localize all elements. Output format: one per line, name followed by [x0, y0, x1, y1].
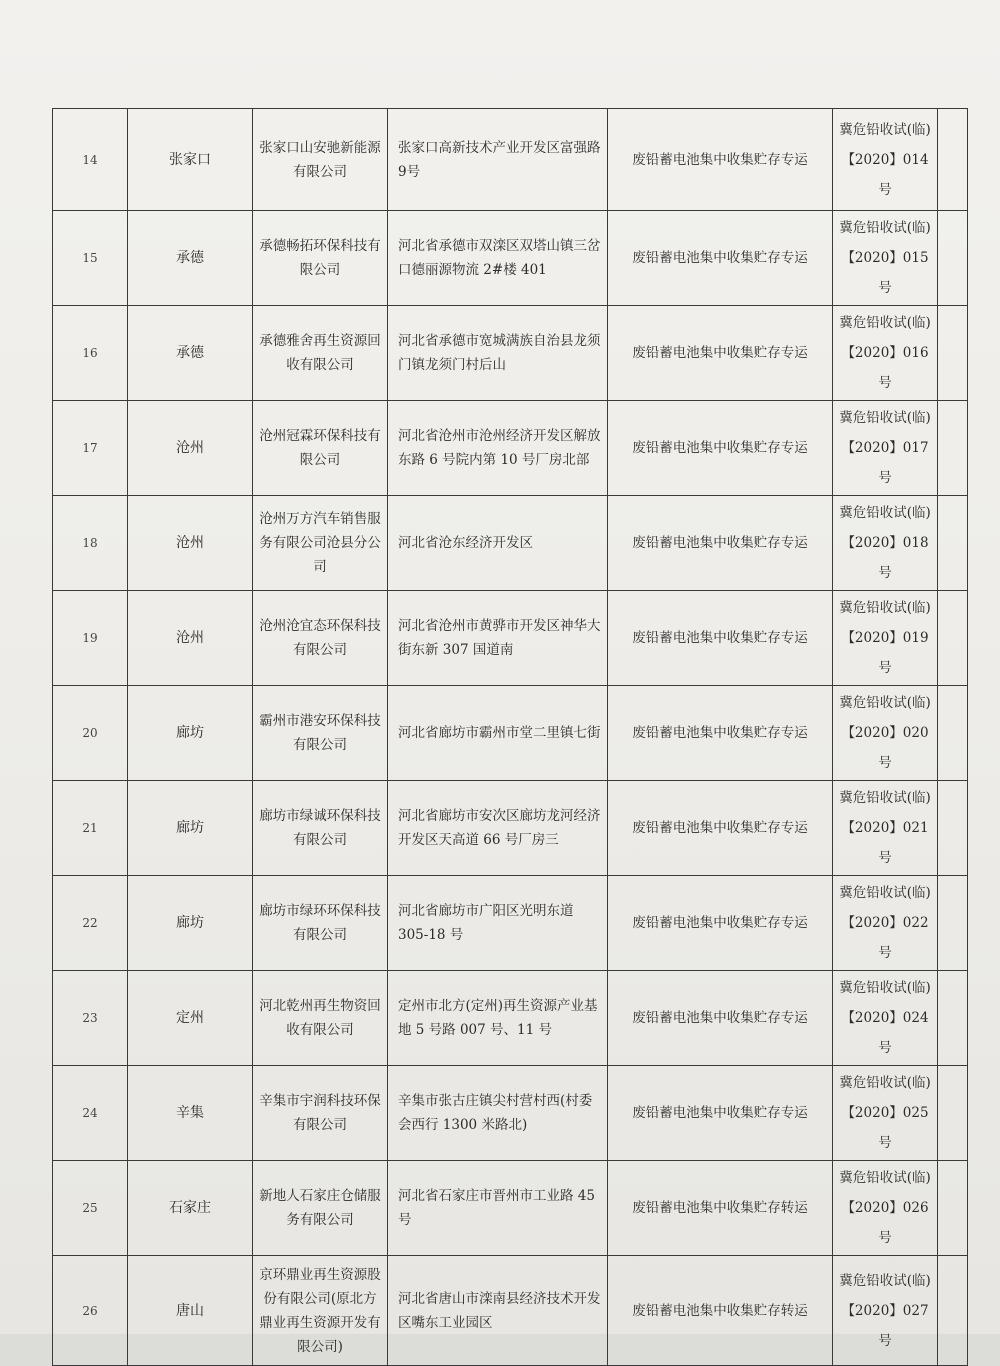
row-company: 张家口山安驰新能源有限公司 — [253, 109, 388, 211]
row-permit — [833, 401, 938, 496]
row-address: 河北省沧东经济开发区 — [388, 496, 608, 591]
permit-line-2: 【2020】016 号 — [841, 345, 929, 391]
permit-line-2: 【2020】015 号 — [841, 250, 929, 296]
row-remark — [938, 971, 968, 1066]
row-remark — [938, 686, 968, 781]
row-address: 河北省沧州市黄骅市开发区神华大街东新 307 国道南 — [388, 591, 608, 686]
row-company: 承德畅拓环保科技有限公司 — [253, 211, 388, 306]
row-city: 沧州 — [128, 496, 253, 591]
table-row — [53, 971, 968, 1066]
row-number: 26 — [53, 1256, 128, 1366]
row-remark — [938, 1066, 968, 1161]
row-city: 沧州 — [128, 591, 253, 686]
row-company: 廊坊市绿环环保科技有限公司 — [253, 876, 388, 971]
row-remark — [938, 496, 968, 591]
row-address: 河北省廊坊市安次区廊坊龙河经济开发区天高道 66 号厂房三 — [388, 781, 608, 876]
permit-line-1: 冀危铅收试(临) — [839, 885, 931, 901]
row-scope: 废铅蓄电池集中收集贮存转运 — [608, 1256, 833, 1366]
row-city: 辛集 — [128, 1066, 253, 1161]
row-address: 辛集市张古庄镇尖村营村西(村委会西行 1300 米路北) — [388, 1066, 608, 1161]
row-company: 霸州市港安环保科技有限公司 — [253, 686, 388, 781]
row-city: 张家口 — [128, 109, 253, 211]
row-permit — [833, 781, 938, 876]
row-permit — [833, 1066, 938, 1161]
table-row — [53, 686, 968, 781]
permit-line-2: 【2020】024 号 — [841, 1010, 929, 1056]
row-address: 河北省石家庄市晋州市工业路 45 号 — [388, 1161, 608, 1256]
permit-line-1: 冀危铅收试(临) — [839, 1075, 931, 1091]
row-address: 河北省唐山市滦南县经济技术开发区嘴东工业园区 — [388, 1256, 608, 1366]
row-city: 石家庄 — [128, 1161, 253, 1256]
permit-line-2: 【2020】020 号 — [841, 725, 929, 771]
permit-line-1: 冀危铅收试(临) — [839, 600, 931, 616]
row-remark — [938, 306, 968, 401]
permit-line-1: 冀危铅收试(临) — [839, 121, 931, 138]
row-permit — [833, 971, 938, 1066]
row-scope: 废铅蓄电池集中收集贮存专运 — [608, 306, 833, 401]
row-city: 定州 — [128, 971, 253, 1066]
row-remark — [938, 591, 968, 686]
row-address: 河北省廊坊市霸州市堂二里镇七街 — [388, 686, 608, 781]
row-scope: 废铅蓄电池集中收集贮存专运 — [608, 686, 833, 781]
row-scope: 废铅蓄电池集中收集贮存专运 — [608, 401, 833, 496]
row-permit — [833, 109, 938, 211]
row-remark — [938, 781, 968, 876]
permit-line-1: 冀危铅收试(临) — [839, 1170, 931, 1186]
row-scope: 废铅蓄电池集中收集贮存专运 — [608, 496, 833, 591]
permit-line-2: 【2020】026 号 — [841, 1200, 929, 1246]
row-remark — [938, 876, 968, 971]
row-remark — [938, 401, 968, 496]
table-row — [53, 1256, 968, 1366]
row-company: 新地人石家庄仓储服务有限公司 — [253, 1161, 388, 1256]
table-row — [53, 306, 968, 401]
row-city: 承德 — [128, 306, 253, 401]
row-scope: 废铅蓄电池集中收集贮存专运 — [608, 781, 833, 876]
row-scope: 废铅蓄电池集中收集贮存专运 — [608, 211, 833, 306]
permit-table — [52, 108, 968, 1366]
row-address: 张家口高新技术产业开发区富强路9号 — [388, 109, 608, 211]
row-permit — [833, 591, 938, 686]
row-number: 22 — [53, 876, 128, 971]
row-address: 定州市北方(定州)再生资源产业基地 5 号路 007 号、11 号 — [388, 971, 608, 1066]
row-remark — [938, 211, 968, 306]
permit-line-2: 【2020】021 号 — [841, 820, 929, 866]
row-address: 河北省承德市宽城满族自治县龙须门镇龙须门村后山 — [388, 306, 608, 401]
row-city: 廊坊 — [128, 686, 253, 781]
row-company: 承德雅舍再生资源回收有限公司 — [253, 306, 388, 401]
permit-line-2: 【2020】022 号 — [841, 915, 929, 961]
permit-line-2: 【2020】017 号 — [841, 440, 929, 486]
row-scope: 废铅蓄电池集中收集贮存专运 — [608, 876, 833, 971]
permit-line-1: 冀危铅收试(临) — [839, 220, 931, 236]
row-scope: 废铅蓄电池集中收集贮存转运 — [608, 1161, 833, 1256]
row-remark — [938, 109, 968, 211]
row-number: 18 — [53, 496, 128, 591]
row-permit — [833, 496, 938, 591]
row-company: 沧州冠霖环保科技有限公司 — [253, 401, 388, 496]
table-row — [53, 591, 968, 686]
row-number: 14 — [53, 109, 128, 211]
permit-line-2: 【2020】025 号 — [841, 1105, 929, 1151]
row-permit — [833, 211, 938, 306]
table-row — [53, 1161, 968, 1256]
table-row — [53, 109, 968, 211]
row-number: 21 — [53, 781, 128, 876]
row-remark — [938, 1256, 968, 1366]
row-scope: 废铅蓄电池集中收集贮存专运 — [608, 591, 833, 686]
row-company: 廊坊市绿诚环保科技有限公司 — [253, 781, 388, 876]
row-remark — [938, 1161, 968, 1256]
row-city: 廊坊 — [128, 876, 253, 971]
table-row — [53, 496, 968, 591]
row-company: 沧州万方汽车销售服务有限公司沧县分公司 — [253, 496, 388, 591]
row-permit — [833, 306, 938, 401]
row-number: 23 — [53, 971, 128, 1066]
permit-line-1: 冀危铅收试(临) — [839, 790, 931, 806]
row-company: 辛集市宇润科技环保有限公司 — [253, 1066, 388, 1161]
table-row — [53, 401, 968, 496]
row-number: 15 — [53, 211, 128, 306]
row-permit — [833, 1161, 938, 1256]
row-scope: 废铅蓄电池集中收集贮存专运 — [608, 109, 833, 211]
permit-line-1: 冀危铅收试(临) — [839, 315, 931, 331]
row-number: 25 — [53, 1161, 128, 1256]
row-city: 承德 — [128, 211, 253, 306]
row-permit — [833, 876, 938, 971]
table-row — [53, 211, 968, 306]
table-row — [53, 781, 968, 876]
permit-line-2: 【2020】019 号 — [841, 630, 929, 676]
table-row — [53, 1066, 968, 1161]
row-number: 17 — [53, 401, 128, 496]
row-scope: 废铅蓄电池集中收集贮存专运 — [608, 1066, 833, 1161]
row-number: 20 — [53, 686, 128, 781]
table-row — [53, 876, 968, 971]
permit-line-2: 【2020】014 号 — [841, 151, 929, 198]
row-company: 河北乾州再生物资回收有限公司 — [253, 971, 388, 1066]
row-number: 24 — [53, 1066, 128, 1161]
row-number: 19 — [53, 591, 128, 686]
permit-line-1: 冀危铅收试(临) — [839, 505, 931, 521]
row-company: 沧州沧宜态环保科技有限公司 — [253, 591, 388, 686]
permit-line-1: 冀危铅收试(临) — [839, 695, 931, 711]
row-address: 河北省承德市双滦区双塔山镇三岔口德丽源物流 2#楼 401 — [388, 211, 608, 306]
row-scope: 废铅蓄电池集中收集贮存专运 — [608, 971, 833, 1066]
permit-line-1: 冀危铅收试(临) — [839, 980, 931, 996]
permit-line-1: 冀危铅收试(临) — [839, 410, 931, 426]
row-city: 沧州 — [128, 401, 253, 496]
permit-line-2: 【2020】018 号 — [841, 535, 929, 581]
document-sheet — [52, 108, 967, 1366]
row-permit — [833, 1256, 938, 1366]
permit-line-1: 冀危铅收试(临) — [839, 1272, 931, 1289]
row-address: 河北省廊坊市广阳区光明东道 305-18 号 — [388, 876, 608, 971]
row-city: 廊坊 — [128, 781, 253, 876]
row-company: 京环鼎业再生资源股份有限公司(原北方鼎业再生资源开发有限公司) — [253, 1256, 388, 1366]
row-city: 唐山 — [128, 1256, 253, 1366]
permit-line-2: 【2020】027 号 — [841, 1302, 929, 1349]
row-permit — [833, 686, 938, 781]
row-address: 河北省沧州市沧州经济开发区解放东路 6 号院内第 10 号厂房北部 — [388, 401, 608, 496]
row-number: 16 — [53, 306, 128, 401]
